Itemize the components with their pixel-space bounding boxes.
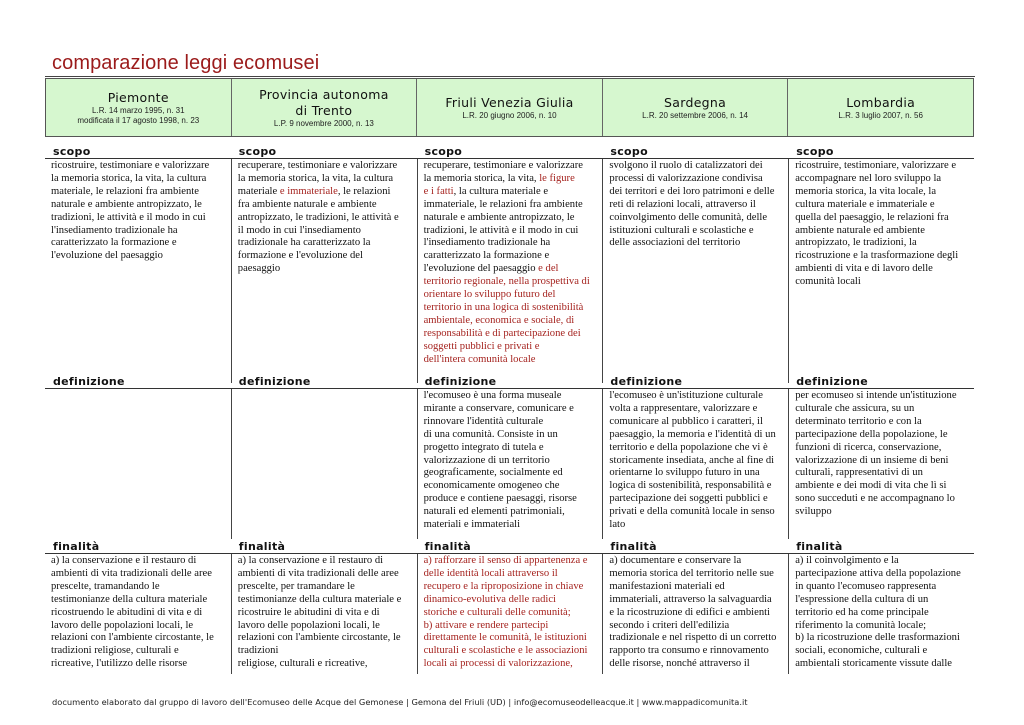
- section-label: finalità: [417, 541, 603, 554]
- section-label: finalità: [231, 541, 417, 554]
- table-cell: [602, 159, 788, 383]
- cell-text: a) la conservazione e il restauro di ambienti di vita tradizionali delle aree prescelte, tramandando le testimonianze della cultura materiale ricostruendo le abitudini di vita e di lavoro delle popolazioni locali, le relazioni con l'ambiente circostante, le tradizioni religiose, culturali e ricreative, l'utilizzo delle risorse: [51, 555, 214, 670]
- column-lombardia: [788, 541, 974, 674]
- section-label: definizione: [231, 376, 417, 389]
- table-cell: [417, 389, 603, 539]
- table-cell: [602, 554, 788, 674]
- region-law: L.R. 20 settembre 2006, n. 14: [642, 110, 748, 120]
- cell-text: a) la conservazione e il restauro di ambienti di vita tradizionali delle aree prescelte, per tramandare le testimonianze della cultura materiale e ricostruire le abitudini di vita e di lavoro delle popolazioni locali, le relazioni con l'ambiente circostante, le tradizioni religiose, culturali e ricreative,: [237, 555, 402, 670]
- section-definizione: [45, 376, 974, 539]
- region-law: L.R. 20 giugno 2006, n. 10: [462, 110, 557, 120]
- column-lombardia: [788, 146, 974, 383]
- region-header-trento: [232, 79, 418, 136]
- column-trento: [231, 146, 417, 383]
- region-law: L.R. 14 marzo 1995, n. 31 modificata il 17 agosto 1998, n. 23: [77, 105, 200, 125]
- table-cell: [231, 159, 417, 383]
- section-label: finalità: [602, 541, 788, 554]
- table-cell: [788, 389, 974, 539]
- region-header-sardegna: [603, 79, 789, 136]
- cell-text: a) documentare e conservare la memoria storica del territorio nelle sue manifestazioni materiali ed immateriali, attraverso la salvaguardia e la ricostruzione di edifici e ambienti secondo i criteri dell'edilizia tradizionale e nel rispetto di un corretto rapporto tra consumo e rinnovamento delle risorse, nonché attraverso il: [609, 555, 777, 670]
- region-header-fvg: [417, 79, 603, 136]
- section-label: scopo: [417, 146, 603, 159]
- column-sardegna: [602, 376, 788, 539]
- page-title: comparazione leggi ecomusei: [52, 52, 320, 74]
- cell-text: ricostruire, testimoniare, valorizzare e accompagnare nel loro sviluppo la memoria storica, la vita locale, la cultura materiale e immateriale e quella del paesaggio, le relazioni fra ambiente naturale ed ambiente antropizzato, le tradizioni, la ricostruzione e la trasformazione degli ambienti di vita e di lavoro delle comunità locali: [795, 160, 959, 288]
- section-scopo: [45, 146, 974, 383]
- section-finalita: [45, 541, 974, 674]
- section-label: scopo: [231, 146, 417, 159]
- table-cell: [231, 389, 417, 539]
- region-name: Sardegna: [664, 94, 727, 110]
- highlighted-text: a) rafforzare il senso di appartenenza e delle identità locali attraverso il recupero e la riproposizione in chiave dinamico-evolutiva delle radici storiche e culturali delle comunità; b) attivare e rendere partecipi direttamente le comunità, le istituzioni culturali e scolastiche e le associazioni locali ai processi di valorizzazione,: [423, 555, 588, 670]
- highlighted-text: le figure e i fatti: [423, 172, 575, 197]
- region-header-piemonte: [46, 79, 232, 136]
- column-piemonte: [45, 146, 231, 383]
- cell-text: ricostruire, testimoniare e valorizzare la memoria storica, la vita, la cultura materiale, le relazioni fra ambiente naturale e ambiente antropizzato, le tradizioni, le attività e il modo in cui l'insediamento tradizionale ha caratterizzato la formazione e l'evoluzione del paesaggio: [51, 160, 210, 262]
- column-sardegna: [602, 541, 788, 674]
- highlighted-text: e immateriale: [279, 185, 338, 197]
- region-name: Friuli Venezia Giulia: [445, 94, 574, 110]
- region-name: Provincia autonoma di Trento: [259, 86, 389, 118]
- column-piemonte: [45, 541, 231, 674]
- column-lombardia: [788, 376, 974, 539]
- table-cell: [602, 389, 788, 539]
- cell-text: recuperare, testimoniare e valorizzare la memoria storica, la vita, la cultura materiale: [237, 160, 398, 197]
- cell-text: l'ecomuseo è una forma museale mirante a conservare, comunicare e rinnovare l'identità culturale di una comunità. Consiste in un progetto integrato di tutela e valorizzazione di un territorio geograficamente, socialmente ed economicamente omogeneo che produce e contiene paesaggi, risorse naturali ed elementi patrimoniali, materiali e immateriali: [423, 390, 577, 531]
- table-cell: [231, 554, 417, 674]
- column-fvg: [417, 146, 603, 383]
- footer-note: documento elaborato dal gruppo di lavoro dell'Ecomuseo delle Acque del Gemonese | Gemona del Friuli (UD) | info@ecomuseodelleacque.it | www.mappadicomunita.it: [52, 697, 748, 707]
- table-cell: [788, 159, 974, 383]
- table-cell: [417, 159, 603, 383]
- table-cell: [45, 159, 231, 383]
- column-fvg: [417, 541, 603, 674]
- section-label: definizione: [45, 376, 231, 389]
- column-piemonte: [45, 376, 231, 539]
- section-label: definizione: [788, 376, 974, 389]
- section-label: finalità: [45, 541, 231, 554]
- section-label: definizione: [602, 376, 788, 389]
- cell-text: svolgono il ruolo di catalizzatori dei processi di valorizzazione condivisa dei territori e dei loro patrimoni e delle reti di relazioni locali, attraverso il coinvolgimento delle comunità, delle istituzioni culturali e scolastiche e delle associazioni del territorio: [609, 160, 775, 249]
- table-cell: [45, 389, 231, 539]
- region-name: Lombardia: [846, 94, 916, 110]
- section-label: scopo: [788, 146, 974, 159]
- column-trento: [231, 541, 417, 674]
- section-label: definizione: [417, 376, 603, 389]
- column-fvg: [417, 376, 603, 539]
- cell-text: recuperare, testimoniare e valorizzare la memoria storica, la vita,: [423, 160, 583, 184]
- cell-text: , le relazioni fra ambiente naturale e ambiente antropizzato, le tradizioni, le attività e il modo in cui l'insediamento tradizionale ha caratterizzato la formazione e l'evoluzione del paesaggio: [237, 185, 399, 275]
- regions-header: [45, 78, 974, 137]
- title-divider: [45, 76, 975, 77]
- cell-text: a) il coinvolgimento e la partecipazione attiva della popolazione in quanto l'ecomuseo rappresenta l'espressione della cultura di un territorio ed ha come principale riferimento la comunità locale; b) la ricostruzione delle trasformazioni sociali, economiche, culturali e ambientali storicamente vissute dalle: [795, 555, 961, 670]
- region-header-lombardia: [788, 79, 973, 136]
- section-label: finalità: [788, 541, 974, 554]
- highlighted-text: e del territorio regionale, nella prospettiva di orientare lo sviluppo futuro del territorio in una logica di sostenibilità ambientale, economica e sociale, di responsabilità e di partecipazione dei soggetti pubblici e privati e dell'intera comunità locale: [423, 263, 590, 365]
- cell-text: , la cultura materiale e immateriale, le relazioni fra ambiente naturale e ambiente antropizzato, le tradizioni, le attività e il modo in cui l'insediamento tradizionale ha caratterizzato la formazione e l'evoluzione del paesaggio: [423, 185, 583, 275]
- table-cell: [417, 554, 603, 674]
- region-name: Piemonte: [107, 89, 169, 105]
- cell-text: l'ecomuseo è un'istituzione culturale volta a rappresentare, valorizzare e comunicare al pubblico i caratteri, il paesaggio, la memoria e l'identità di un territorio e della popolazione che vi è storicamente insediata, anche al fine di orientarne lo sviluppo futuro in una logica di sostenibilità, responsabilità e partecipazione dei soggetti pubblici e privati e della comunità locale in senso lato: [609, 390, 776, 531]
- section-label: scopo: [602, 146, 788, 159]
- column-sardegna: [602, 146, 788, 383]
- cell-text: per ecomuseo si intende un'istituzione culturale che assicura, su un determinato territorio e con la partecipazione della popolazione, le funzioni di ricerca, conservazione, valorizzazione di un insieme di beni culturali, rappresentativi di un ambiente e dei modi di vita che lì si sono succeduti e ne accompagnano lo sviluppo: [795, 390, 957, 518]
- region-law: L.R. 3 luglio 2007, n. 56: [838, 110, 923, 120]
- table-cell: [45, 554, 231, 674]
- column-trento: [231, 376, 417, 539]
- table-cell: [788, 554, 974, 674]
- section-label: scopo: [45, 146, 231, 159]
- region-law: L.P. 9 novembre 2000, n. 13: [273, 118, 374, 128]
